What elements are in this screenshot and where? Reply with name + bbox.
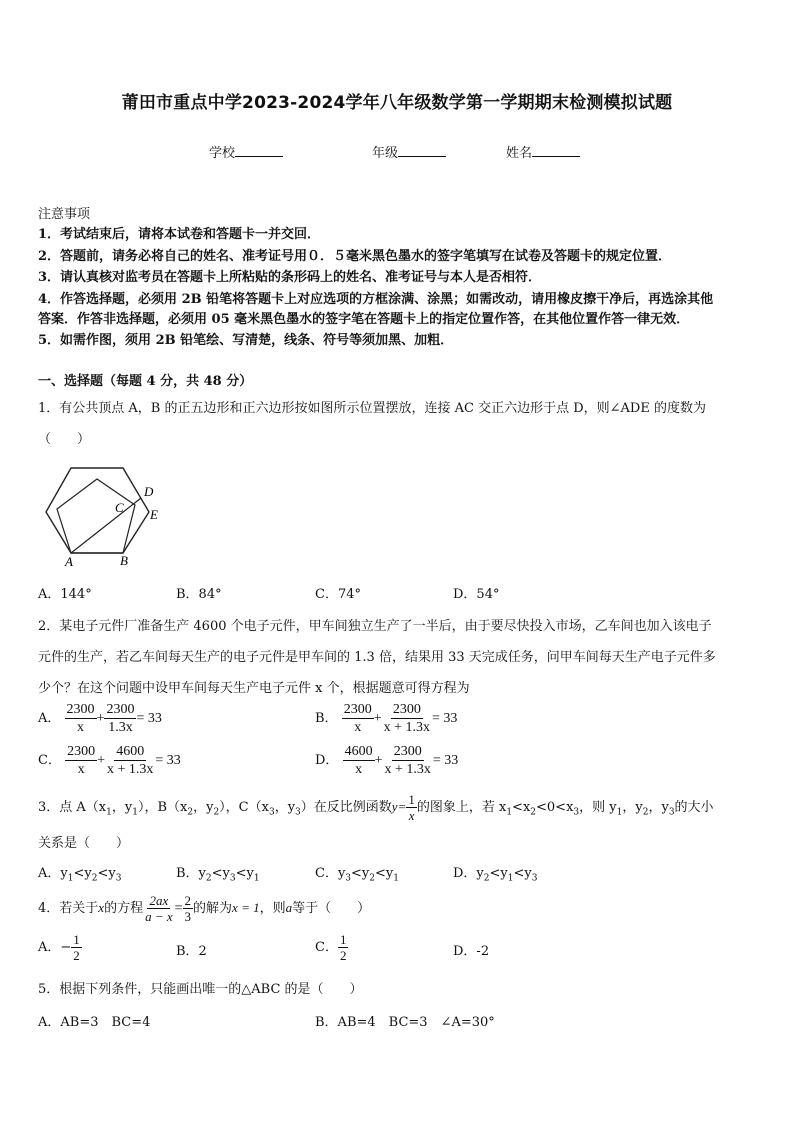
option-label: B． [315, 711, 338, 726]
text: <y [97, 866, 116, 881]
q4-option-a[interactable] [38, 932, 82, 963]
school-field [209, 142, 283, 161]
text: ，则 y [579, 800, 617, 815]
fraction [342, 701, 374, 736]
numerator: 4600 [116, 744, 145, 759]
q3-option-c[interactable] [315, 862, 399, 884]
subscript: 2 [530, 807, 537, 818]
q3-stem [38, 792, 714, 823]
fraction [105, 743, 155, 778]
numerator: 1 [339, 932, 347, 947]
q5-stem: 5．根据下列条件，只能画出唯一的△ABC 的是（ ） [38, 982, 363, 997]
text: <x [512, 800, 531, 815]
subscript: 1 [506, 807, 513, 818]
subscript: 2 [642, 807, 649, 818]
subscript: 3 [573, 807, 580, 818]
notice-item: 3．请认真核对监考员在答题卡上所粘贴的条形码上的姓名、准考证号与本人是否相符． [38, 270, 542, 285]
pentagon-shape [57, 479, 135, 553]
text: C．y [315, 866, 346, 881]
text: 的解为 [193, 901, 233, 916]
option-label: C． [38, 753, 61, 768]
label-e: E [150, 507, 158, 522]
q1-stem: 1．有公共顶点 A，B 的正五边形和正六边形按如图所示位置摆放，连接 AC 交正六边形于点 D，则∠ADE 的度数为 [38, 401, 706, 416]
grade-label: 年级 [372, 146, 399, 161]
variable: a [285, 900, 293, 915]
solution: x = 1 [232, 900, 260, 915]
text: 的图象上，若 x [416, 800, 507, 815]
school-blank [235, 144, 283, 157]
q2-option-c[interactable] [38, 743, 181, 778]
name-blank [532, 144, 580, 157]
fraction [71, 932, 82, 963]
q4-stem [38, 893, 370, 924]
subscript: 2 [187, 807, 194, 818]
grade-field [372, 142, 446, 161]
q3-option-d[interactable] [453, 862, 537, 884]
q3-stem: 关系是（ ） [38, 836, 130, 851]
plus-sign: + [97, 753, 105, 768]
q4-option-b[interactable]: B．2 [176, 944, 207, 959]
fraction [104, 701, 136, 736]
name-label: 姓名 [506, 146, 533, 161]
text: 的大小 [674, 800, 714, 815]
q5-option-a[interactable]: A．AB=3 BC=4 [38, 1015, 151, 1030]
subscript: 2 [91, 873, 98, 884]
text: 4．若关于 [38, 901, 99, 916]
denominator: 2 [339, 948, 347, 963]
option-label: C． [315, 940, 338, 955]
subscript: 1 [507, 873, 514, 884]
rhs: = 33 [432, 711, 458, 726]
subscript: 3 [295, 807, 301, 818]
label-d: D [144, 484, 154, 499]
numerator: 1 [408, 792, 415, 807]
text: 3．点 A（x [38, 800, 107, 815]
name-field [506, 142, 580, 161]
notice-item: 1．考试结束后，请将本试卷和答题卡一并交回． [38, 227, 321, 242]
option-label: D． [315, 753, 339, 768]
rhs: = 33 [136, 711, 162, 726]
text: ，y [111, 800, 133, 815]
numerator: 4600 [344, 744, 373, 759]
equals-sign: = [174, 901, 183, 916]
text: 等于（ ） [292, 901, 371, 916]
fraction [338, 932, 349, 963]
q1-paren: （ ） [38, 432, 91, 447]
grade-blank [398, 144, 446, 157]
q1-option-a[interactable]: A．144° [38, 587, 92, 602]
numerator: 2300 [66, 702, 95, 717]
fraction [183, 893, 194, 924]
fraction [65, 701, 97, 736]
denominator: x [408, 808, 415, 823]
subscript: 1 [393, 873, 399, 884]
text: <y [73, 866, 92, 881]
numerator: 2300 [67, 744, 96, 759]
text: <y [235, 866, 254, 881]
text: B．y [176, 866, 206, 881]
option-label: A．− [38, 940, 72, 955]
q1-figure [40, 462, 170, 574]
label-b: B [120, 553, 128, 568]
q2-option-a[interactable] [38, 701, 162, 736]
denominator: x + 1.3x [383, 720, 431, 735]
variable: x [98, 900, 105, 915]
text: <y [351, 866, 370, 881]
text: <y [489, 866, 508, 881]
fraction [406, 792, 417, 823]
label-a: A [65, 554, 73, 569]
q3-option-a[interactable] [38, 862, 121, 884]
line-ac [71, 498, 141, 553]
denominator: x + 1.3x [384, 762, 431, 777]
denominator: x [77, 762, 85, 777]
rhs: = 33 [155, 753, 181, 768]
page-title: 莆田市重点中学2023-2024学年八年级数学第一学期期末检测模拟试题 [121, 93, 673, 113]
q1-option-d[interactable]: D．54° [453, 587, 500, 602]
numerator: 1 [73, 932, 80, 947]
numerator: 2300 [392, 702, 421, 717]
q2-stem: 2．某电子元件厂准备生产 4600 个电子元件，甲车间独立生产了一半后，由于要尽快投入市场，乙车间也加入该电子 [38, 619, 712, 634]
fraction [382, 701, 432, 736]
school-label: 学校 [209, 146, 236, 161]
subscript: 3 [268, 807, 275, 818]
q2-option-d[interactable] [315, 743, 458, 778]
q5-option-b[interactable]: B．AB=4 BC=3 ∠A=30° [315, 1015, 495, 1030]
numerator: 2 [184, 893, 192, 908]
subscript: 1 [132, 807, 138, 818]
fraction [343, 743, 375, 778]
text: <0<x [536, 800, 574, 815]
q2-stem: 少个？在这个问题中设甲车间每天生产电子元件 x 个，根据题意可得方程为 [38, 681, 470, 696]
numerator: 2ax [149, 893, 169, 908]
text: A．y [38, 866, 68, 881]
subscript: 3 [668, 807, 675, 818]
denominator: 1.3x [108, 720, 133, 735]
notice-item: 5．如需作图，须用 2B 铅笔绘、写清楚，线条、符号等须加黑、加粗． [38, 333, 454, 348]
text: ），C（x [219, 800, 269, 815]
denominator: x [354, 720, 362, 735]
text: ，y [274, 800, 296, 815]
text: ，y [648, 800, 669, 815]
numerator: 2300 [343, 702, 372, 717]
denominator: x [77, 720, 85, 735]
label-c: C [115, 500, 124, 515]
text: <y [211, 866, 230, 881]
denominator: x + 1.3x [107, 762, 154, 777]
q4-option-d[interactable]: D．-2 [453, 944, 490, 959]
subscript: 3 [229, 873, 236, 884]
q2-option-b[interactable] [315, 701, 457, 736]
text: <y [513, 866, 532, 881]
q2-stem: 元件的生产，若乙车间每天生产的电子元件是甲车间的 1.3 倍，结果用 33 天完成任务，问甲车间每天生产电子元件多 [38, 650, 716, 665]
text: <y [375, 866, 394, 881]
subscript: 3 [115, 873, 122, 884]
q4-option-c[interactable] [315, 932, 348, 963]
q1-option-c[interactable]: C．74° [315, 587, 361, 602]
text: ，y [622, 800, 643, 815]
subscript: 3 [345, 873, 352, 884]
subscript: 2 [369, 873, 376, 884]
denominator: 2 [73, 948, 80, 963]
plus-sign: + [374, 753, 383, 768]
subscript: 1 [106, 807, 112, 818]
denominator: a − x [145, 909, 173, 924]
text: ，则 [259, 901, 286, 916]
subscript: 3 [531, 873, 538, 884]
text: ）在反比例函数 [300, 800, 392, 815]
q3-option-b[interactable] [176, 862, 260, 884]
subscript: 1 [253, 873, 260, 884]
fraction [382, 743, 432, 778]
section-heading: 一、选择题（每题 4 分，共 48 分） [38, 374, 253, 389]
rhs: = 33 [432, 753, 459, 768]
notice-item: 2．答题前，请务必将自己的姓名、准考证号用０．５毫米黑色墨水的签字笔填写在试卷及答题卡的规定位置． [38, 249, 672, 264]
numerator: 2300 [106, 702, 135, 717]
numerator: 2300 [393, 744, 422, 759]
function-name: y= [391, 799, 407, 814]
subscript: 1 [67, 873, 74, 884]
notice-item: 4．作答选择题，必须用 2B 铅笔将答题卡上对应选项的方框涂满、涂黑；如需改动，请用橡皮擦干净后，再选涂其他 [38, 292, 714, 307]
plus-sign: + [96, 711, 105, 726]
text: 的方程 [104, 901, 144, 916]
text: ），B（x [137, 800, 188, 815]
fraction [65, 743, 97, 778]
text: ，y [193, 800, 214, 815]
q1-option-b[interactable]: B．84° [176, 587, 222, 602]
subscript: 2 [213, 807, 220, 818]
subscript: 2 [483, 873, 490, 884]
text: D．y [453, 866, 484, 881]
notice-heading: 注意事项 [38, 207, 91, 222]
option-label: A． [38, 711, 61, 726]
fraction [143, 893, 175, 924]
subscript: 1 [616, 807, 623, 818]
subscript: 2 [205, 873, 212, 884]
denominator: 3 [184, 909, 192, 924]
plus-sign: + [373, 711, 382, 726]
denominator: x [355, 762, 363, 777]
notice-item: 答案．作答非选择题，必须用 05 毫米黑色墨水的签字笔在答题卡上的指定位置作答，在其他位置作答一律无效． [38, 312, 690, 327]
